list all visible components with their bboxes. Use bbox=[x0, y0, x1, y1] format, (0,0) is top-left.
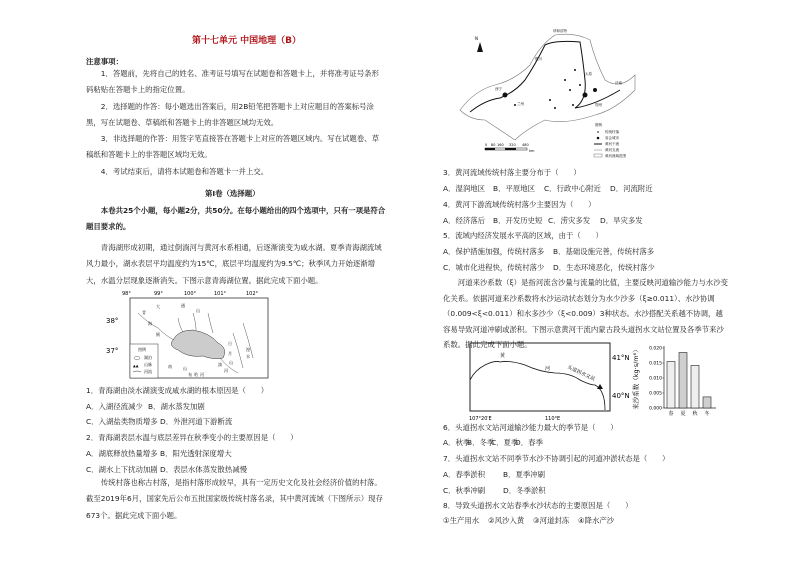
q6-option-b[interactable]: B．冬季 bbox=[467, 438, 495, 447]
y-tick-label: 0.005 bbox=[649, 391, 662, 397]
q5-option-a[interactable]: A．保护措施加强，传统村落多 bbox=[443, 247, 545, 256]
q2-option-d[interactable]: D．表层水体蒸发散热减慢 bbox=[160, 465, 247, 474]
question-3-stem: 3．黄河流域传统村落主要分布于（ ） bbox=[443, 168, 581, 177]
map-label: 山 bbox=[196, 308, 200, 313]
map-label: 山 bbox=[183, 366, 187, 371]
q1-option-a[interactable]: A．入湖径流减少 bbox=[86, 402, 143, 411]
question-2-stem: 2．青海湖表层水温与底层差异在秋季变小的主要原因是（ ） bbox=[86, 433, 298, 442]
yellow-river-basin-map bbox=[455, 20, 635, 160]
legend-item: 河流 bbox=[144, 369, 152, 374]
lon-label: 99° bbox=[154, 291, 163, 297]
legend-item: 黄河流域范围 bbox=[605, 154, 626, 158]
q1-option-b[interactable]: B．湖水蒸发加剧 bbox=[148, 402, 205, 411]
north-arrow-icon bbox=[477, 42, 483, 52]
q2-option-a[interactable]: A．湖底释放热量增多 bbox=[86, 449, 158, 458]
section-instructions: 本卷共25个小题，每小题2分，共50分。在每小题给出的四个选项中，只有一项是符合题目要求的。 bbox=[86, 206, 386, 232]
station-label: 头道拐水文站 bbox=[566, 364, 596, 383]
legend-item: 省会城市 bbox=[605, 136, 619, 140]
passage-qinghai: 青海湖形成初期，通过倒淌河与黄河水系相通，后逐渐演变为咸水湖。夏季青海湖流域风力最小，湖水表层平均温度约为15℃，底层平均温度约为9.5℃；秋季风力开始逐渐增大，水温分层现象逐渐消失。下图示意青海湖位置。据此完成下面小题。 bbox=[86, 243, 382, 285]
q3-option-a[interactable]: A．湿润地区 bbox=[443, 184, 486, 193]
scale-label: 480 bbox=[522, 143, 529, 147]
map-label: 日 bbox=[228, 341, 232, 346]
bar-夏 bbox=[679, 353, 687, 409]
map-label: 河 bbox=[224, 368, 228, 373]
city-label: 西宁 bbox=[495, 87, 502, 91]
svg-text:▲▲: ▲▲ bbox=[133, 364, 139, 368]
q5-option-b[interactable]: B．基础设施完善，传统村落多 bbox=[553, 247, 655, 256]
notice-heading: 注意事项： bbox=[86, 57, 123, 66]
city-label: 呼和浩特 bbox=[553, 29, 567, 33]
question-7-stem: 7．头道拐水文站不同季节水沙不协调引起的河道冲淤状态是（ ） bbox=[443, 454, 670, 463]
page-title: 第十七单元 中国地理（B） bbox=[192, 36, 301, 46]
map-label: 南 bbox=[168, 364, 172, 369]
map-label: 布 bbox=[188, 372, 192, 377]
notice-item-1: 1．答题前，先将自己的姓名、准考证号填写在试题卷和答题卡上，并将准考证号条形码粘贴在答题卡上的指定位置。 bbox=[86, 69, 379, 95]
lon-label: 110°E bbox=[545, 416, 561, 422]
bar-春 bbox=[667, 362, 675, 409]
q6-option-c[interactable]: C．夏季 bbox=[491, 438, 519, 447]
q2-option-b[interactable]: B．阳光透射深度增大 bbox=[160, 449, 232, 458]
notice-item-3: 3．非选择题的作答：用签字笔直接答在答题卡上对应的答题区域内。写在试题卷、草稿纸和答题卡上的非答题区域均无效。 bbox=[86, 134, 379, 160]
legend-item: 山脉 bbox=[144, 362, 152, 367]
q6-option-d[interactable]: D．春季 bbox=[515, 438, 543, 447]
map-label: 倒 bbox=[156, 332, 160, 337]
north-label: N bbox=[475, 36, 478, 41]
river-label: 黄 bbox=[500, 353, 506, 359]
q5-option-d[interactable]: D．生态环境恶化，传统村落少 bbox=[553, 263, 655, 272]
map-label: 湟 bbox=[246, 347, 250, 352]
map-label: 大 bbox=[156, 304, 160, 309]
passage-sediment: 河道来沙系数（ξ）是指河流含沙量与流量的比值，主要反映河道输沙能力与水沙变化关系。依据河道来沙系数将水沙运动状态划分为水少沙多（ξ≥0.011）、水沙协调（0.009<ξ<0.011）和水多沙少（ξ<0.009）3种状态。水沙搭配关系越不协调，越容易导致河道冲刷或淤积。下图示意黄河干流内蒙古段头道拐水文站位置及各季节来沙系数。据此完成下面小题。 bbox=[443, 278, 728, 349]
lat-label: 37° bbox=[106, 347, 119, 355]
legend-item: 黄河支流 bbox=[605, 148, 619, 152]
city-label: 兰州 bbox=[517, 102, 524, 106]
map-label: 淌 bbox=[218, 362, 222, 367]
map-label: 通 bbox=[181, 303, 185, 308]
map-label: 哈 bbox=[194, 372, 198, 377]
lat-label: 38° bbox=[106, 317, 119, 325]
question-6-stem: 6．头道拐水文站河道输沙能力最大的季节是（ ） bbox=[443, 423, 618, 432]
q5-option-c[interactable]: C．城市化进程快，传统村落少 bbox=[443, 263, 545, 272]
map-label: 水 bbox=[246, 354, 250, 359]
passage-villages: 传统村落也称古村落，是指村落形成较早，具有一定历史文化及社会经济价值的村落。截至2019年6月，国家先后公布五批国家级传统村落名录，其中黄河流域（下图所示）现存673个。据此完成下面小题。 bbox=[86, 478, 383, 520]
x-tick-label: 冬 bbox=[704, 411, 710, 417]
city-label: 济南 bbox=[615, 81, 622, 85]
lon-label: 98° bbox=[122, 291, 131, 297]
scale-label: km bbox=[529, 149, 535, 153]
section-heading: 第Ⅰ卷（选择题） bbox=[205, 189, 260, 198]
q4-option-d[interactable]: D．旱灾多发 bbox=[600, 216, 643, 225]
sediment-coefficient-chart bbox=[632, 330, 714, 425]
y-axis-label: 来沙系数（kg·s/m⁶） bbox=[632, 346, 640, 410]
map-label: 海 bbox=[148, 321, 152, 326]
q7-option-a[interactable]: A．春季淤积 bbox=[443, 470, 486, 479]
toudaoguai-location-map bbox=[465, 340, 630, 425]
river-label: 河 bbox=[545, 366, 551, 372]
lon-label: 102° bbox=[246, 291, 259, 297]
question-8-stem: 8．导致头道拐水文站春季水沙状态的主要原因是（ ） bbox=[443, 501, 633, 510]
q8-item-2: ②风沙入黄 bbox=[488, 516, 525, 525]
x-tick-label: 秋 bbox=[692, 411, 698, 417]
q8-item-1: ①生产用水 bbox=[443, 516, 480, 525]
map-label: 月 bbox=[228, 351, 232, 356]
notice-item-2: 2．选择题的作答：每小题选出答案后，用2B铅笔把答题卡上对应题目的答案标号涂黑，写在试题卷、草稿纸和答题卡上的非答题区域均无效。 bbox=[86, 102, 374, 128]
lat-label: 41°N bbox=[612, 354, 630, 362]
x-tick-label: 春 bbox=[668, 411, 674, 417]
legend-item: 黄河干流 bbox=[605, 142, 619, 146]
q1-option-d[interactable]: D．外泄河道下游断流 bbox=[160, 417, 233, 426]
lon-label: 107°20′E bbox=[469, 416, 492, 422]
q4-option-b[interactable]: B．开发历史短 bbox=[493, 216, 543, 225]
q6-option-a[interactable]: A．秋季 bbox=[443, 438, 471, 447]
map-label: 河 bbox=[200, 372, 204, 377]
lon-label: 100° bbox=[184, 291, 197, 297]
scale-label: 160 bbox=[497, 143, 504, 147]
lon-label: 101° bbox=[214, 291, 227, 297]
q3-option-c[interactable]: C．行政中心附近 bbox=[544, 184, 601, 193]
q7-option-c[interactable]: C．秋季冲刷 bbox=[443, 486, 486, 495]
q7-option-b[interactable]: B．夏季冲刷 bbox=[503, 470, 546, 479]
scale-label: 320 bbox=[509, 143, 516, 147]
scale-label: 80 bbox=[491, 143, 496, 147]
y-tick-label: 0.010 bbox=[649, 376, 662, 382]
city-label: 银川 bbox=[535, 57, 542, 61]
y-tick-label: 0.020 bbox=[649, 346, 662, 352]
map-label: 山 bbox=[229, 360, 233, 365]
q8-item-4: ④降水产沙 bbox=[578, 516, 615, 525]
q2-option-c[interactable]: C．湖水上下扰动加剧 bbox=[86, 465, 158, 474]
scale-label: 0 bbox=[485, 143, 488, 147]
lat-label: 40°N bbox=[612, 392, 630, 400]
notice-item-4: 4．考试结束后，请将本试题卷和答题卡一并上交。 bbox=[100, 167, 269, 176]
question-4-stem: 4．黄河下游流域传统村落少主要因为（ ） bbox=[443, 200, 596, 209]
bar-秋 bbox=[691, 365, 699, 408]
legend-item: 湖泊 bbox=[144, 355, 152, 360]
q1-option-c[interactable]: C．入湖盐类物质增多 bbox=[86, 417, 158, 426]
legend-item: 传统村落 bbox=[605, 130, 619, 134]
question-5-stem: 5．流域内经济发展水平高的区域，由于（ ） bbox=[443, 231, 603, 240]
question-1-stem: 1．青海湖由淡水湖演变成咸水湖的根本原因是（ ） bbox=[86, 386, 269, 395]
y-tick-label: 0.000 bbox=[649, 406, 662, 412]
q4-option-a[interactable]: A．经济落后 bbox=[443, 216, 486, 225]
legend-title: 图例 bbox=[595, 123, 602, 127]
q3-option-d[interactable]: D．河流附近 bbox=[610, 184, 653, 193]
q3-option-b[interactable]: B．平原地区 bbox=[493, 184, 536, 193]
x-tick-label: 夏 bbox=[680, 411, 686, 417]
city-label: 太原 bbox=[585, 72, 592, 76]
qinghai-lake-map bbox=[106, 288, 268, 380]
map-label: 青 bbox=[142, 310, 146, 315]
q7-option-d[interactable]: D．冬季淤积 bbox=[503, 486, 546, 495]
q8-item-3: ③河道封冻 bbox=[533, 516, 570, 525]
city-label: 郑州 bbox=[595, 103, 602, 107]
q4-option-c[interactable]: C．涝灾多发 bbox=[548, 216, 591, 225]
legend-title: 图例 bbox=[138, 347, 146, 352]
bar-冬 bbox=[703, 397, 711, 408]
y-tick-label: 0.015 bbox=[649, 361, 662, 367]
